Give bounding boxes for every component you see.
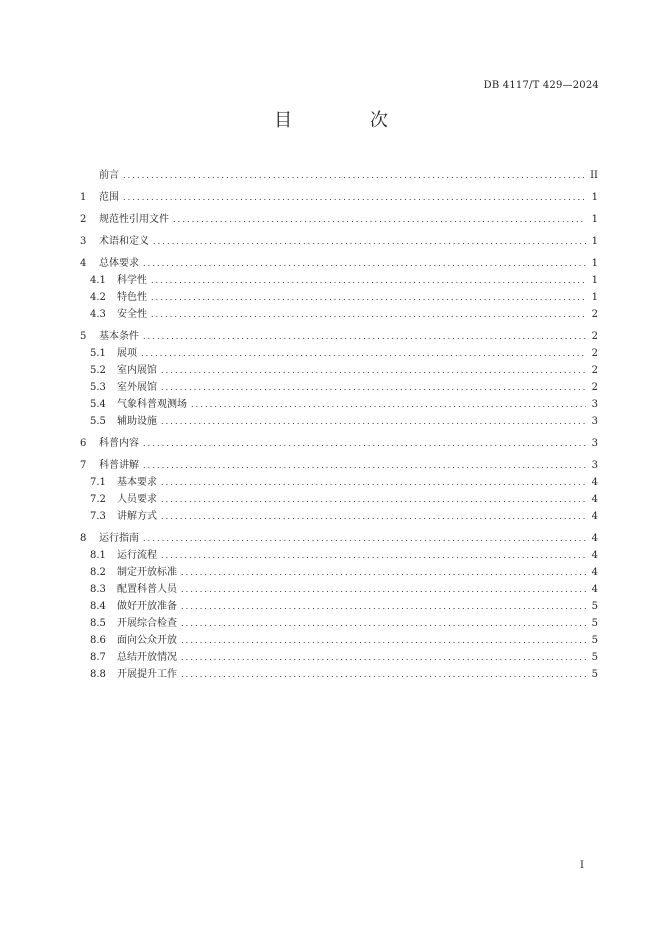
toc-entry-page: 1 bbox=[591, 214, 598, 225]
toc-leader-dots bbox=[143, 438, 586, 450]
toc-leader-dots bbox=[191, 399, 586, 411]
toc-leader-dots bbox=[181, 669, 586, 681]
toc-leader-dots bbox=[181, 584, 586, 596]
toc-entry-number: 5.5 bbox=[90, 416, 106, 427]
toc-entry-8[interactable] bbox=[80, 531, 598, 545]
toc-leader-dots bbox=[161, 511, 586, 523]
toc-entry-8-3[interactable] bbox=[90, 582, 598, 596]
toc-entry-label: 开展提升工作 bbox=[117, 669, 177, 680]
toc-entry-7[interactable] bbox=[80, 458, 598, 472]
toc-entry-label: 安全性 bbox=[117, 309, 147, 320]
toc-leader-dots bbox=[143, 460, 586, 472]
toc-entry-number: 2 bbox=[80, 214, 87, 225]
toc-entry-number: 8.4 bbox=[90, 601, 106, 612]
toc-entry-label: 气象科普观测场 bbox=[117, 399, 187, 410]
toc-entry-4-1[interactable] bbox=[90, 273, 598, 287]
toc-entry-number: 5.1 bbox=[90, 348, 106, 359]
toc-entry-page: 5 bbox=[591, 669, 598, 680]
toc-entry-5-4[interactable] bbox=[90, 397, 598, 411]
toc-entry-number: 7.3 bbox=[90, 511, 106, 522]
toc-entry-4[interactable] bbox=[80, 256, 598, 270]
toc-leader-dots bbox=[153, 236, 586, 248]
toc-entry-number: 8.1 bbox=[90, 550, 106, 561]
toc-entry-7-1[interactable] bbox=[90, 475, 598, 489]
toc-entry-number: 4.3 bbox=[90, 309, 106, 320]
toc-leader-dots bbox=[123, 170, 586, 182]
toc-entry-label: 制定开放标准 bbox=[117, 567, 177, 578]
toc-entry-label: 科普内容 bbox=[99, 438, 139, 449]
toc-entry-page: 2 bbox=[591, 365, 598, 376]
toc-entry-8-5[interactable] bbox=[90, 616, 598, 630]
toc-entry-4-2[interactable] bbox=[90, 290, 598, 304]
toc-entry-label: 做好开放准备 bbox=[117, 601, 177, 612]
toc-entry-page: 4 bbox=[591, 511, 598, 522]
toc-entry-label: 特色性 bbox=[117, 292, 147, 303]
toc-entry-number: 5.3 bbox=[90, 382, 106, 393]
toc-leader-dots bbox=[161, 365, 586, 377]
toc-entry-5[interactable] bbox=[80, 329, 598, 343]
toc-entry-label: 讲解方式 bbox=[117, 511, 157, 522]
toc-entry-5-2[interactable] bbox=[90, 363, 598, 377]
toc-leader-dots bbox=[161, 494, 586, 506]
toc-entry-label: 人员要求 bbox=[117, 494, 157, 505]
toc-leader-dots bbox=[151, 309, 586, 321]
toc-entry-label: 规范性引用文件 bbox=[99, 214, 169, 225]
toc-entry-page: 4 bbox=[591, 533, 598, 544]
toc-entry-page: 2 bbox=[591, 348, 598, 359]
document-code: DB 4117/T 429—2024 bbox=[483, 80, 599, 91]
toc-entry-page: 5 bbox=[591, 635, 598, 646]
toc-leader-dots bbox=[123, 192, 586, 204]
toc-entry-number: 5.2 bbox=[90, 365, 106, 376]
toc-leader-dots bbox=[181, 635, 586, 647]
toc-entry-page: 4 bbox=[591, 567, 598, 578]
toc-entry-number: 3 bbox=[80, 236, 87, 247]
toc-entry-page: 4 bbox=[591, 584, 598, 595]
toc-entry-label: 术语和定义 bbox=[99, 236, 149, 247]
toc-leader-dots bbox=[151, 292, 586, 304]
toc-entry-page: 4 bbox=[591, 494, 598, 505]
toc-entry-8-8[interactable] bbox=[90, 667, 598, 681]
toc-entry-label: 总结开放情况 bbox=[117, 652, 177, 663]
toc-leader-dots bbox=[181, 567, 586, 579]
toc-entry-page: 3 bbox=[591, 438, 598, 449]
toc-entry-label: 科普讲解 bbox=[99, 460, 139, 471]
toc-entry-foreword[interactable] bbox=[80, 168, 598, 182]
toc-leader-dots bbox=[161, 382, 586, 394]
toc-entry-label: 科学性 bbox=[117, 275, 147, 286]
toc-leader-dots bbox=[161, 416, 586, 428]
toc-entry-5-5[interactable] bbox=[90, 414, 598, 428]
toc-entry-number: 7.1 bbox=[90, 477, 106, 488]
toc-entry-5-1[interactable] bbox=[90, 346, 598, 360]
toc-leader-dots bbox=[141, 348, 586, 360]
toc-entry-number: 8 bbox=[80, 533, 87, 544]
toc-entry-page: 5 bbox=[591, 652, 598, 663]
toc-entry-number: 1 bbox=[80, 192, 87, 203]
toc-entry-number: 8.2 bbox=[90, 567, 106, 578]
toc-entry-number: 8.3 bbox=[90, 584, 106, 595]
toc-entry-number: 4.2 bbox=[90, 292, 106, 303]
page-number: I bbox=[580, 860, 584, 871]
toc-entry-number: 8.5 bbox=[90, 618, 106, 629]
toc-entry-page: 1 bbox=[591, 192, 598, 203]
toc-entry-page: 2 bbox=[591, 309, 598, 320]
toc-entry-7-2[interactable] bbox=[90, 492, 598, 506]
toc-entry-page: 1 bbox=[591, 258, 598, 269]
toc-entry-page: 1 bbox=[591, 236, 598, 247]
toc-entry-label: 室内展馆 bbox=[117, 365, 157, 376]
toc-entry-label: 基本要求 bbox=[117, 477, 157, 488]
toc-entry-page: 3 bbox=[591, 416, 598, 427]
toc-entry-8-7[interactable] bbox=[90, 650, 598, 664]
toc-entry-label: 辅助设施 bbox=[117, 416, 157, 427]
toc-entry-page: 1 bbox=[591, 292, 598, 303]
toc-leader-dots bbox=[161, 550, 586, 562]
toc-entry-label: 运行指南 bbox=[99, 533, 139, 544]
toc-entry-label: 室外展馆 bbox=[117, 382, 157, 393]
toc-entry-page: 4 bbox=[591, 550, 598, 561]
toc-entry-label: 前言 bbox=[99, 170, 119, 181]
toc-entry-number: 7 bbox=[80, 460, 87, 471]
toc-leader-dots bbox=[161, 477, 586, 489]
toc-entry-4-3[interactable] bbox=[90, 307, 598, 321]
toc-leader-dots bbox=[143, 533, 586, 545]
toc-entry-page: 5 bbox=[591, 601, 598, 612]
toc-entry-label: 面向公众开放 bbox=[117, 635, 177, 646]
toc-entry-8-2[interactable] bbox=[90, 565, 598, 579]
toc-entry-page: 2 bbox=[591, 331, 598, 342]
toc-entry-8-4[interactable] bbox=[90, 599, 598, 613]
toc-entry-number: 4 bbox=[80, 258, 87, 269]
toc-entry-number: 7.2 bbox=[90, 494, 106, 505]
toc-leader-dots bbox=[151, 275, 586, 287]
toc-entry-page: 5 bbox=[591, 618, 598, 629]
toc-entry-number: 5.4 bbox=[90, 399, 106, 410]
toc-entry-label: 总体要求 bbox=[99, 258, 139, 269]
toc-leader-dots bbox=[173, 214, 586, 226]
toc-entry-8-1[interactable] bbox=[90, 548, 598, 562]
toc-entry-page: 2 bbox=[591, 382, 598, 393]
toc-entry-page: 1 bbox=[591, 275, 598, 286]
toc-entry-label: 配置科普人员 bbox=[117, 584, 177, 595]
toc-entry-7-3[interactable] bbox=[90, 509, 598, 523]
toc-entry-number: 4.1 bbox=[90, 275, 106, 286]
toc-entry-page: 4 bbox=[591, 477, 598, 488]
toc-leader-dots bbox=[181, 601, 586, 613]
toc-leader-dots bbox=[143, 331, 586, 343]
toc-entry-label: 开展综合检查 bbox=[117, 618, 177, 629]
toc-title: 目 次 bbox=[274, 110, 424, 131]
toc-entry-5-3[interactable] bbox=[90, 380, 598, 394]
toc-entry-label: 范围 bbox=[99, 192, 119, 203]
toc-entry-number: 8.7 bbox=[90, 652, 106, 663]
toc-entry-number: 8.6 bbox=[90, 635, 106, 646]
toc-entry-6[interactable] bbox=[80, 436, 598, 450]
toc-entry-label: 基本条件 bbox=[99, 331, 139, 342]
toc-entry-number: 8.8 bbox=[90, 669, 106, 680]
toc-entry-page: 3 bbox=[591, 399, 598, 410]
toc-entry-1[interactable] bbox=[80, 190, 598, 204]
toc-entry-label: 展项 bbox=[117, 348, 137, 359]
toc-leader-dots bbox=[181, 618, 586, 630]
toc-leader-dots bbox=[143, 258, 586, 270]
table-of-contents bbox=[80, 0, 598, 936]
toc-entry-2[interactable] bbox=[80, 212, 598, 226]
toc-entry-number: 5 bbox=[80, 331, 87, 342]
toc-entry-page: 3 bbox=[591, 460, 598, 471]
toc-entry-3[interactable] bbox=[80, 234, 598, 248]
toc-entry-8-6[interactable] bbox=[90, 633, 598, 647]
toc-entry-page: II bbox=[590, 170, 598, 181]
toc-leader-dots bbox=[181, 652, 586, 664]
toc-entry-number: 6 bbox=[80, 438, 87, 449]
toc-entry-label: 运行流程 bbox=[117, 550, 157, 561]
